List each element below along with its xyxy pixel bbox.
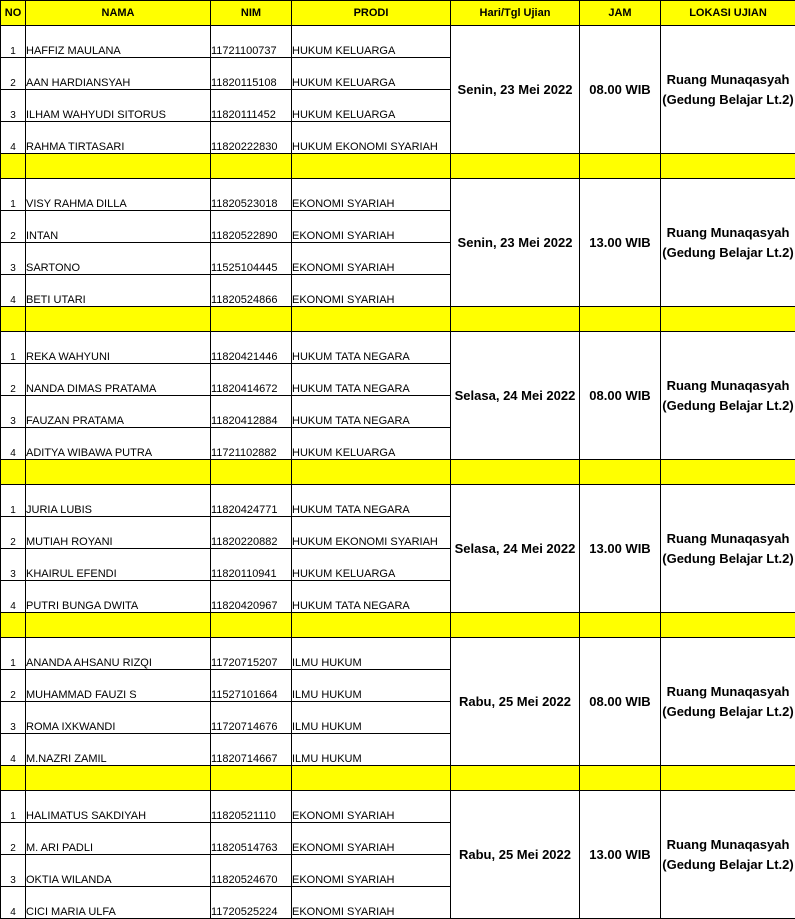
exam-date: Senin, 23 Mei 2022: [451, 26, 580, 154]
row-prodi: EKONOMI SYARIAH: [292, 887, 451, 919]
row-nama: HAFFIZ MAULANA: [26, 26, 211, 58]
row-nama: M.NAZRI ZAMIL: [26, 734, 211, 766]
row-nama: FAUZAN PRATAMA: [26, 396, 211, 428]
separator-cell: [661, 307, 795, 332]
row-no: 3: [1, 702, 26, 734]
table-row: [1, 179, 795, 211]
row-prodi: HUKUM KELUARGA: [292, 428, 451, 460]
row-no: 2: [1, 823, 26, 855]
exam-location: [661, 791, 795, 919]
exam-location: [661, 638, 795, 766]
exam-date: Rabu, 25 Mei 2022: [451, 638, 580, 766]
row-nama: OKTIA WILANDA: [26, 855, 211, 887]
row-nama: AAN HARDIANSYAH: [26, 58, 211, 90]
location-line-1: Ruang Munaqasyah: [661, 835, 795, 855]
exam-location: [661, 26, 795, 154]
exam-time: 08.00 WIB: [580, 638, 661, 766]
exam-date: Selasa, 24 Mei 2022: [451, 485, 580, 613]
exam-date: Senin, 23 Mei 2022: [451, 179, 580, 307]
row-prodi: EKONOMI SYARIAH: [292, 823, 451, 855]
separator-cell: [211, 460, 292, 485]
row-nama: ANANDA AHSANU RIZQI: [26, 638, 211, 670]
row-no: 4: [1, 734, 26, 766]
separator-cell: [661, 766, 795, 791]
row-nim: 11721100737: [211, 26, 292, 58]
row-no: 3: [1, 396, 26, 428]
header-no: NO: [1, 1, 26, 26]
separator-cell: [451, 613, 580, 638]
row-nim: 11720525224: [211, 887, 292, 919]
separator-cell: [451, 154, 580, 179]
row-nim: 11820111452: [211, 90, 292, 122]
exam-location: [661, 485, 795, 613]
row-nama: NANDA DIMAS PRATAMA: [26, 364, 211, 396]
exam-date: Selasa, 24 Mei 2022: [451, 332, 580, 460]
row-nim: 11820420967: [211, 581, 292, 613]
header-prodi: PRODI: [292, 1, 451, 26]
separator-row: [1, 460, 795, 485]
separator-cell: [26, 154, 211, 179]
row-nama: M. ARI PADLI: [26, 823, 211, 855]
row-nim: 11721102882: [211, 428, 292, 460]
row-prodi: HUKUM TATA NEGARA: [292, 485, 451, 517]
location-line-1: Ruang Munaqasyah: [661, 376, 795, 396]
row-prodi: HUKUM TATA NEGARA: [292, 396, 451, 428]
separator-cell: [580, 307, 661, 332]
separator-cell: [1, 460, 26, 485]
row-nama: REKA WAHYUNI: [26, 332, 211, 364]
separator-cell: [451, 460, 580, 485]
row-no: 3: [1, 549, 26, 581]
row-nim: 11820424771: [211, 485, 292, 517]
row-prodi: EKONOMI SYARIAH: [292, 243, 451, 275]
exam-time: 13.00 WIB: [580, 179, 661, 307]
separator-cell: [661, 613, 795, 638]
header-nama: NAMA: [26, 1, 211, 26]
row-nim: 11820110941: [211, 549, 292, 581]
row-nim: 11820523018: [211, 179, 292, 211]
row-nama: ROMA IXKWANDI: [26, 702, 211, 734]
separator-cell: [1, 154, 26, 179]
table-header: [1, 1, 795, 26]
separator-row: [1, 766, 795, 791]
row-nim: 11820115108: [211, 58, 292, 90]
separator-cell: [292, 460, 451, 485]
row-no: 3: [1, 243, 26, 275]
row-prodi: ILMU HUKUM: [292, 702, 451, 734]
separator-cell: [211, 613, 292, 638]
row-nama: MUTIAH ROYANI: [26, 517, 211, 549]
row-prodi: EKONOMI SYARIAH: [292, 179, 451, 211]
row-no: 4: [1, 581, 26, 613]
separator-cell: [661, 154, 795, 179]
row-no: 1: [1, 638, 26, 670]
location-line-1: Ruang Munaqasyah: [661, 223, 795, 243]
separator-cell: [26, 460, 211, 485]
separator-row: [1, 154, 795, 179]
row-nama: ILHAM WAHYUDI SITORUS: [26, 90, 211, 122]
row-nama: HALIMATUS SAKDIYAH: [26, 791, 211, 823]
row-prodi: HUKUM KELUARGA: [292, 26, 451, 58]
row-no: 1: [1, 791, 26, 823]
row-prodi: ILMU HUKUM: [292, 670, 451, 702]
row-nim: 11820524670: [211, 855, 292, 887]
row-nama: JURIA LUBIS: [26, 485, 211, 517]
row-nim: 11720714676: [211, 702, 292, 734]
separator-cell: [661, 460, 795, 485]
table-row: [1, 485, 795, 517]
row-prodi: EKONOMI SYARIAH: [292, 791, 451, 823]
separator-cell: [580, 460, 661, 485]
row-no: 3: [1, 855, 26, 887]
row-nama: KHAIRUL EFENDI: [26, 549, 211, 581]
location-line-2: (Gedung Belajar Lt.2): [661, 90, 795, 110]
row-no: 3: [1, 90, 26, 122]
row-no: 1: [1, 179, 26, 211]
separator-cell: [292, 613, 451, 638]
row-prodi: HUKUM KELUARGA: [292, 549, 451, 581]
header-lokasi: LOKASI UJIAN: [661, 1, 795, 26]
row-prodi: EKONOMI SYARIAH: [292, 211, 451, 243]
row-nim: 11820514763: [211, 823, 292, 855]
row-no: 4: [1, 275, 26, 307]
row-nama: PUTRI BUNGA DWITA: [26, 581, 211, 613]
exam-location: [661, 332, 795, 460]
row-nim: 11820522890: [211, 211, 292, 243]
table-row: [1, 26, 795, 58]
row-nama: CICI MARIA ULFA: [26, 887, 211, 919]
row-nim: 11820414672: [211, 364, 292, 396]
separator-cell: [26, 307, 211, 332]
row-nama: VISY RAHMA DILLA: [26, 179, 211, 211]
separator-cell: [580, 613, 661, 638]
row-no: 4: [1, 122, 26, 154]
separator-cell: [580, 154, 661, 179]
exam-time: 08.00 WIB: [580, 332, 661, 460]
row-prodi: EKONOMI SYARIAH: [292, 855, 451, 887]
separator-cell: [580, 766, 661, 791]
row-prodi: HUKUM TATA NEGARA: [292, 581, 451, 613]
location-line-1: Ruang Munaqasyah: [661, 529, 795, 549]
row-nim: 11820222830: [211, 122, 292, 154]
table-row: [1, 332, 795, 364]
row-prodi: HUKUM TATA NEGARA: [292, 332, 451, 364]
row-no: 4: [1, 887, 26, 919]
separator-cell: [1, 613, 26, 638]
row-nama: INTAN: [26, 211, 211, 243]
location-line-1: Ruang Munaqasyah: [661, 682, 795, 702]
row-prodi: ILMU HUKUM: [292, 638, 451, 670]
header-hari: Hari/Tgl Ujian: [451, 1, 580, 26]
row-no: 2: [1, 670, 26, 702]
table-body: [1, 26, 795, 919]
location-line-2: (Gedung Belajar Lt.2): [661, 855, 795, 875]
separator-row: [1, 613, 795, 638]
row-prodi: HUKUM TATA NEGARA: [292, 364, 451, 396]
row-nim: 11820524866: [211, 275, 292, 307]
separator-cell: [211, 154, 292, 179]
separator-cell: [1, 766, 26, 791]
header-jam: JAM: [580, 1, 661, 26]
separator-cell: [211, 307, 292, 332]
row-nim: 11820220882: [211, 517, 292, 549]
separator-cell: [292, 154, 451, 179]
table-row: [1, 638, 795, 670]
location-line-1: Ruang Munaqasyah: [661, 70, 795, 90]
row-no: 2: [1, 364, 26, 396]
header-row: [1, 1, 795, 26]
row-nim: 11820412884: [211, 396, 292, 428]
row-no: 1: [1, 485, 26, 517]
row-nim: 11525104445: [211, 243, 292, 275]
row-nim: 11527101664: [211, 670, 292, 702]
row-nama: ADITYA WIBAWA PUTRA: [26, 428, 211, 460]
exam-time: 13.00 WIB: [580, 791, 661, 919]
row-prodi: HUKUM EKONOMI SYARIAH: [292, 517, 451, 549]
row-prodi: EKONOMI SYARIAH: [292, 275, 451, 307]
header-nim: NIM: [211, 1, 292, 26]
separator-cell: [26, 766, 211, 791]
row-nama: RAHMA TIRTASARI: [26, 122, 211, 154]
row-nim: 11820714667: [211, 734, 292, 766]
row-no: 1: [1, 332, 26, 364]
row-no: 2: [1, 517, 26, 549]
separator-cell: [451, 307, 580, 332]
location-line-2: (Gedung Belajar Lt.2): [661, 702, 795, 722]
row-prodi: HUKUM KELUARGA: [292, 58, 451, 90]
separator-row: [1, 307, 795, 332]
row-no: 2: [1, 211, 26, 243]
row-prodi: HUKUM KELUARGA: [292, 90, 451, 122]
exam-time: 08.00 WIB: [580, 26, 661, 154]
row-nim: 11820521110: [211, 791, 292, 823]
location-line-2: (Gedung Belajar Lt.2): [661, 243, 795, 263]
separator-cell: [26, 613, 211, 638]
exam-location: [661, 179, 795, 307]
separator-cell: [451, 766, 580, 791]
row-nama: SARTONO: [26, 243, 211, 275]
row-no: 4: [1, 428, 26, 460]
separator-cell: [292, 766, 451, 791]
row-nama: MUHAMMAD FAUZI S: [26, 670, 211, 702]
row-no: 1: [1, 26, 26, 58]
separator-cell: [1, 307, 26, 332]
location-line-2: (Gedung Belajar Lt.2): [661, 549, 795, 569]
location-line-2: (Gedung Belajar Lt.2): [661, 396, 795, 416]
exam-date: Rabu, 25 Mei 2022: [451, 791, 580, 919]
row-prodi: ILMU HUKUM: [292, 734, 451, 766]
separator-cell: [211, 766, 292, 791]
row-nim: 11820421446: [211, 332, 292, 364]
row-nim: 11720715207: [211, 638, 292, 670]
row-nama: BETI UTARI: [26, 275, 211, 307]
separator-cell: [292, 307, 451, 332]
row-prodi: HUKUM EKONOMI SYARIAH: [292, 122, 451, 154]
table-row: [1, 791, 795, 823]
row-no: 2: [1, 58, 26, 90]
exam-time: 13.00 WIB: [580, 485, 661, 613]
